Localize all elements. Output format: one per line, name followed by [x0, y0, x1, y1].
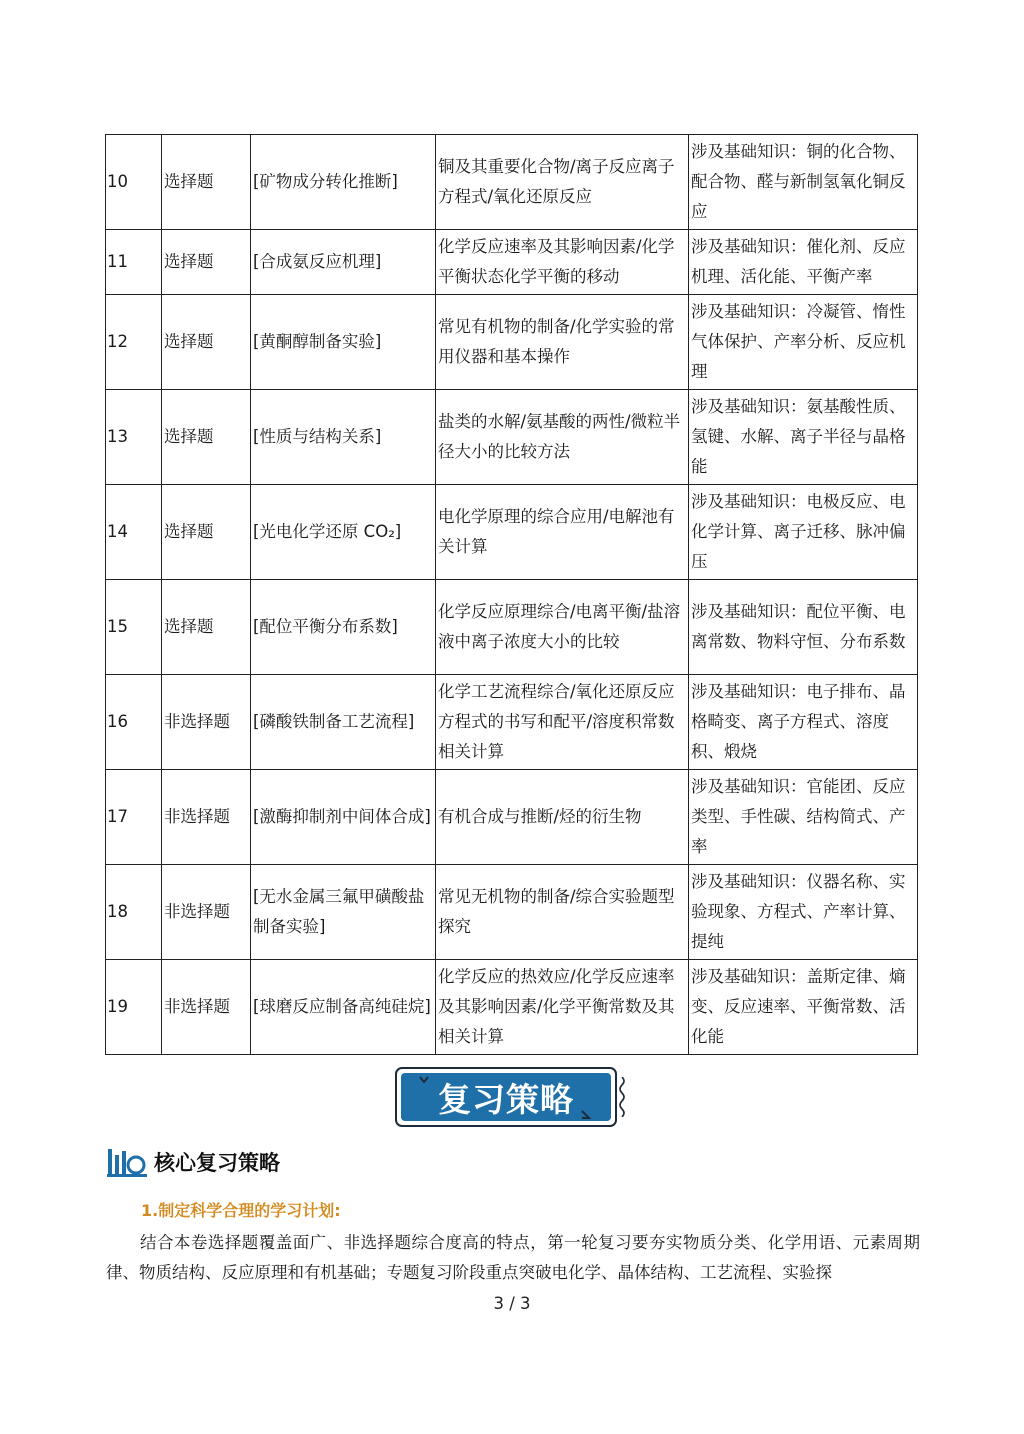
wave-decoration-icon [617, 1077, 627, 1117]
question-type: 选择题 [162, 485, 251, 580]
row-number: 16 [106, 675, 162, 770]
table-row [106, 770, 918, 865]
body-paragraph: 结合本卷选择题覆盖面广、非选择题综合度高的特点，第一轮复习要夯实物质分类、化学用语、元素周期律、物质结构、反应原理和有机基础；专题复习阶段重点突破电化学、晶体结构、工艺流程、实验探 [106, 1233, 920, 1282]
review-strategy-banner [395, 1067, 617, 1127]
page-number: 3 / 3 [493, 1294, 531, 1313]
basic-knowledge-note: 涉及基础知识：铜的化合物、配合物、醛与新制氢氧化铜反应 [689, 135, 918, 230]
row-number: 19 [106, 960, 162, 1055]
question-topic: [合成氨反应机理] [251, 230, 436, 295]
table-row [106, 485, 918, 580]
question-type: 选择题 [162, 230, 251, 295]
basic-knowledge-note: 涉及基础知识：氨基酸性质、氢键、水解、离子半径与晶格能 [689, 390, 918, 485]
question-topic: [无水金属三氟甲磺酸盐制备实验] [251, 865, 436, 960]
row-number: 15 [106, 580, 162, 675]
basic-knowledge-note: 涉及基础知识：仪器名称、实验现象、方程式、产率计算、提纯 [689, 865, 918, 960]
basic-knowledge-note: 涉及基础知识：电子排布、晶格畸变、离子方程式、溶度积、煅烧 [689, 675, 918, 770]
section-heading [106, 1143, 280, 1181]
knowledge-points: 铜及其重要化合物/离子反应离子方程式/氧化还原反应 [436, 135, 689, 230]
question-topic: [矿物成分转化推断] [251, 135, 436, 230]
question-type: 选择题 [162, 295, 251, 390]
question-topic: [磷酸铁制备工艺流程] [251, 675, 436, 770]
basic-knowledge-note: 涉及基础知识：电极反应、电化学计算、离子迁移、脉冲偏压 [689, 485, 918, 580]
table-row [106, 390, 918, 485]
table-row [106, 295, 918, 390]
basic-knowledge-note: 涉及基础知识：官能团、反应类型、手性碳、结构简式、产率 [689, 770, 918, 865]
question-type: 非选择题 [162, 770, 251, 865]
knowledge-points: 电化学原理的综合应用/电解池有关计算 [436, 485, 689, 580]
row-number: 11 [106, 230, 162, 295]
table-row [106, 230, 918, 295]
row-number: 10 [106, 135, 162, 230]
question-topic: [球磨反应制备高纯硅烷] [251, 960, 436, 1055]
question-type: 选择题 [162, 390, 251, 485]
question-type: 选择题 [162, 580, 251, 675]
question-topic: [激酶抑制剂中间体合成] [251, 770, 436, 865]
table-row [106, 960, 918, 1055]
knowledge-points: 有机合成与推断/烃的衍生物 [436, 770, 689, 865]
question-topic: [配位平衡分布系数] [251, 580, 436, 675]
banner-title: 复习策略 [401, 1073, 611, 1121]
question-type: 非选择题 [162, 675, 251, 770]
basic-knowledge-note: 涉及基础知识：催化剂、反应机理、活化能、平衡产率 [689, 230, 918, 295]
table-row [106, 580, 918, 675]
question-topic: [性质与结构关系] [251, 390, 436, 485]
row-number: 12 [106, 295, 162, 390]
question-topic: [黄酮醇制备实验] [251, 295, 436, 390]
basic-knowledge-note: 涉及基础知识：冷凝管、惰性气体保护、产率分析、反应机理 [689, 295, 918, 390]
row-number: 17 [106, 770, 162, 865]
question-topic: [光电化学还原 CO₂] [251, 485, 436, 580]
chevron-down-icon [419, 1075, 429, 1085]
knowledge-points: 化学反应速率及其影响因素/化学平衡状态化学平衡的移动 [436, 230, 689, 295]
knowledge-points: 化学反应的热效应/化学反应速率及其影响因素/化学平衡常数及其相关计算 [436, 960, 689, 1055]
knowledge-points: 常见有机物的制备/化学实验的常用仪器和基本操作 [436, 295, 689, 390]
chevron-right-icon [581, 1110, 591, 1120]
row-number: 18 [106, 865, 162, 960]
subheading: 1.制定科学合理的学习计划: [141, 1201, 341, 1220]
knowledge-points: 常见无机物的制备/综合实验题型探究 [436, 865, 689, 960]
bar-chart-icon [106, 1145, 150, 1179]
basic-knowledge-note: 涉及基础知识：盖斯定律、熵变、反应速率、平衡常数、活化能 [689, 960, 918, 1055]
question-analysis-table [105, 134, 918, 1055]
knowledge-points: 化学反应原理综合/电离平衡/盐溶液中离子浓度大小的比较 [436, 580, 689, 675]
row-number: 14 [106, 485, 162, 580]
table-row [106, 675, 918, 770]
row-number: 13 [106, 390, 162, 485]
section-heading-text: 核心复习策略 [154, 1151, 280, 1175]
knowledge-points: 盐类的水解/氨基酸的两性/微粒半径大小的比较方法 [436, 390, 689, 485]
question-type: 非选择题 [162, 960, 251, 1055]
basic-knowledge-note: 涉及基础知识：配位平衡、电离常数、物料守恒、分布系数 [689, 580, 918, 675]
table-row [106, 135, 918, 230]
question-type: 选择题 [162, 135, 251, 230]
table-row [106, 865, 918, 960]
knowledge-points: 化学工艺流程综合/氧化还原反应方程式的书写和配平/溶度积常数相关计算 [436, 675, 689, 770]
question-type: 非选择题 [162, 865, 251, 960]
